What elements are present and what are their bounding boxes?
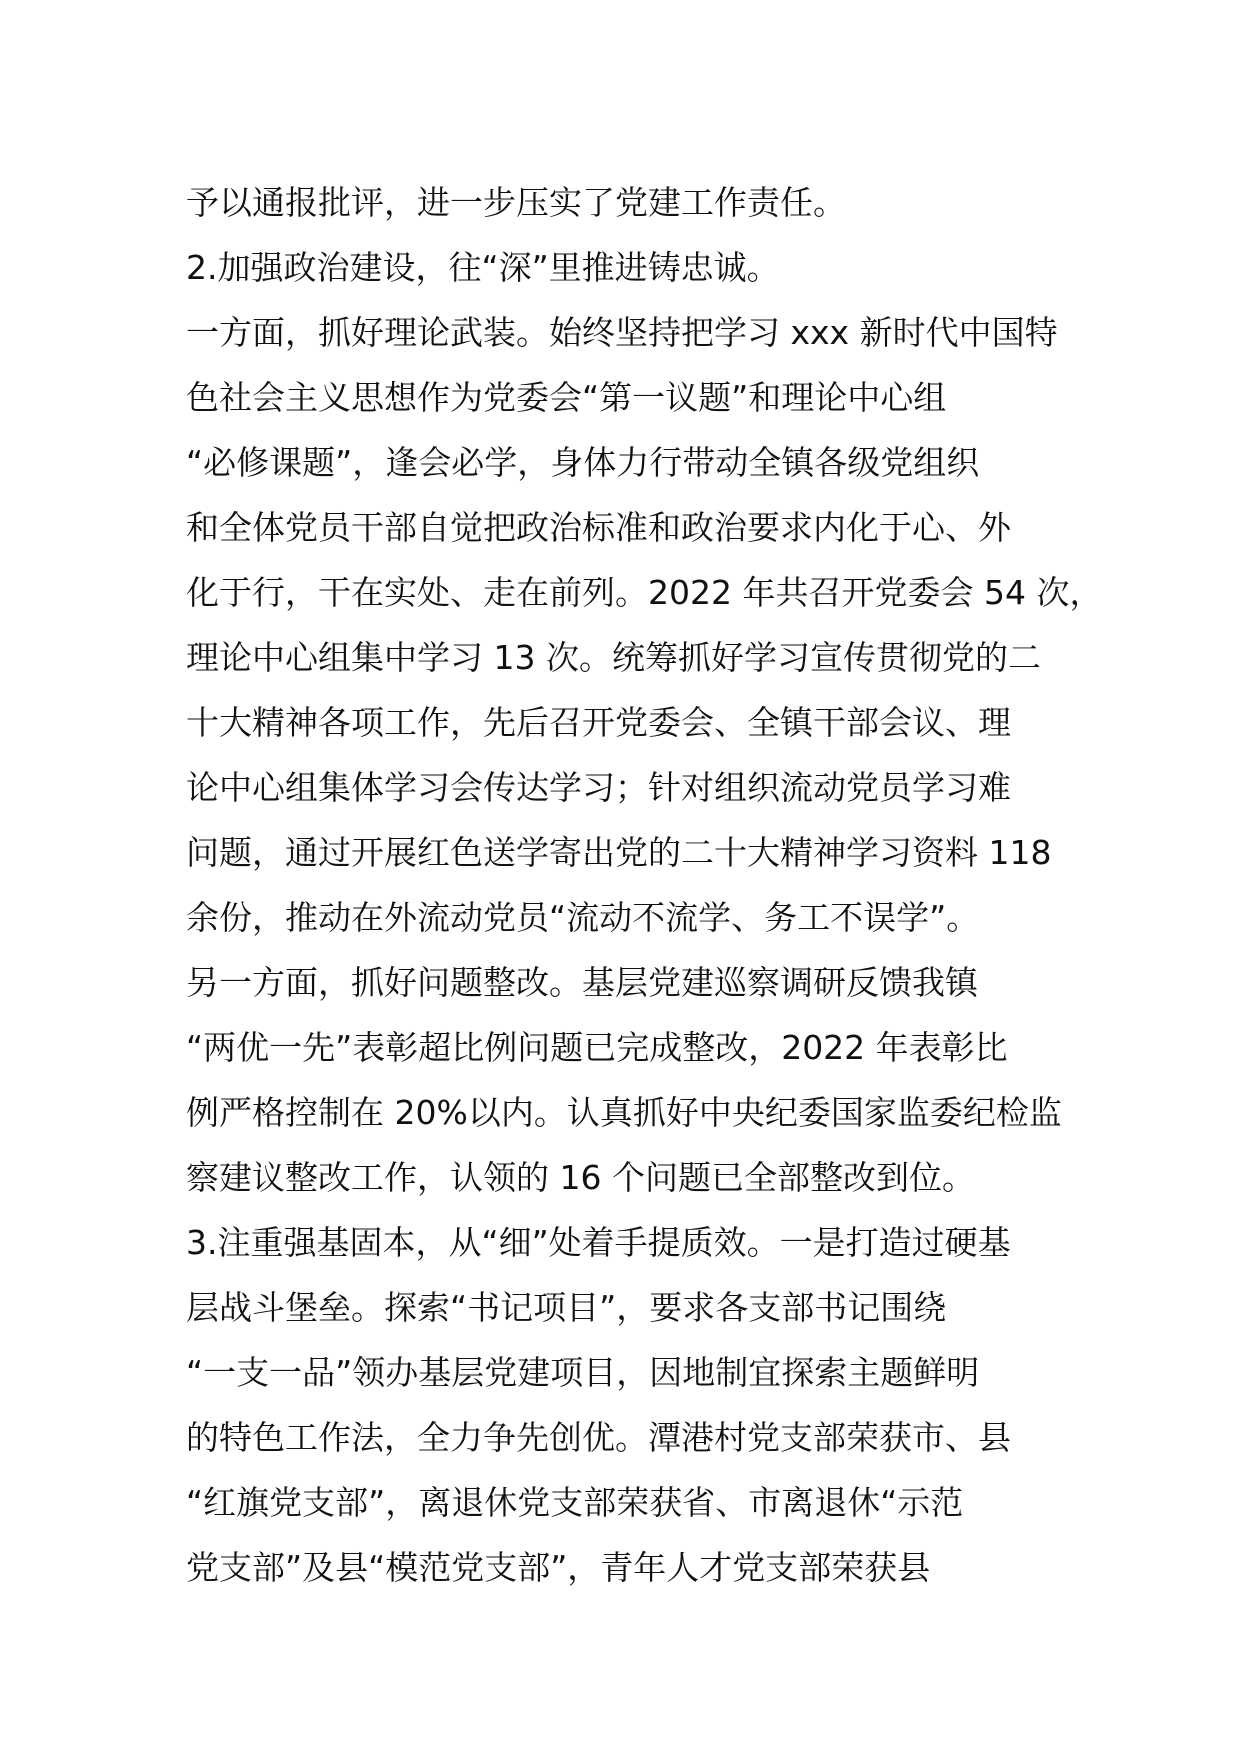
body-text xyxy=(186,170,1103,1600)
text-line: “必修课题”，逢会必学，身体力行带动全镇各级党组织 xyxy=(186,443,980,482)
text-line: 察建议整改工作，认领的 16 个问题已全部整改到位。 xyxy=(186,1158,975,1197)
text-line: “两优一先”表彰超比例问题已完成整改，2022 年表彰比 xyxy=(186,1028,1008,1067)
text-line: 理论中心组集中学习 13 次。统筹抓好学习宣传贯彻党的二 xyxy=(186,638,1041,677)
text-line: 另一方面，抓好问题整改。基层党建巡察调研反馈我镇 xyxy=(186,963,978,1002)
text-line: 色社会主义思想作为党委会“第一议题”和理论中心组 xyxy=(186,378,947,417)
text-line: 化于行，干在实处、走在前列。2022 年共召开党委会 54 次， xyxy=(186,573,1103,612)
text-line: 问题，通过开展红色送学寄出党的二十大精神学习资料 118 xyxy=(186,833,1052,872)
text-line: 十大精神各项工作，先后召开党委会、全镇干部会议、理 xyxy=(186,703,1011,742)
text-line: “红旗党支部”，离退休党支部荣获省、市离退休“示范 xyxy=(186,1483,964,1522)
text-line: 论中心组集体学习会传达学习；针对组织流动党员学习难 xyxy=(186,768,1011,807)
text-line: 党支部”及县“模范党支部”，青年人才党支部荣获县 xyxy=(186,1548,931,1587)
text-line: 的特色工作法，全力争先创优。潭港村党支部荣获市、县 xyxy=(186,1418,1011,1457)
text-line: 例严格控制在 20%以内。认真抓好中央纪委国家监委纪检监 xyxy=(186,1093,1062,1132)
section-heading: 3.注重强基固本，从“细”处着手提质效。一是打造过硬基 xyxy=(186,1223,1011,1262)
text-line: 予以通报批评，进一步压实了党建工作责任。 xyxy=(186,183,846,222)
text-line: 一方面，抓好理论武装。始终坚持把学习 xxx 新时代中国特 xyxy=(186,313,1058,352)
section-heading: 2.加强政治建设，往“深”里推进铸忠诚。 xyxy=(186,248,780,287)
text-line: 余份，推动在外流动党员“流动不流学、务工不误学”。 xyxy=(186,898,980,937)
text-line: 层战斗堡垒。探索“书记项目”，要求各支部书记围绕 xyxy=(186,1288,947,1327)
text-line: “一支一品”领办基层党建项目，因地制宜探索主题鲜明 xyxy=(186,1353,980,1392)
text-line: 和全体党员干部自觉把政治标准和政治要求内化于心、外 xyxy=(186,508,1011,547)
